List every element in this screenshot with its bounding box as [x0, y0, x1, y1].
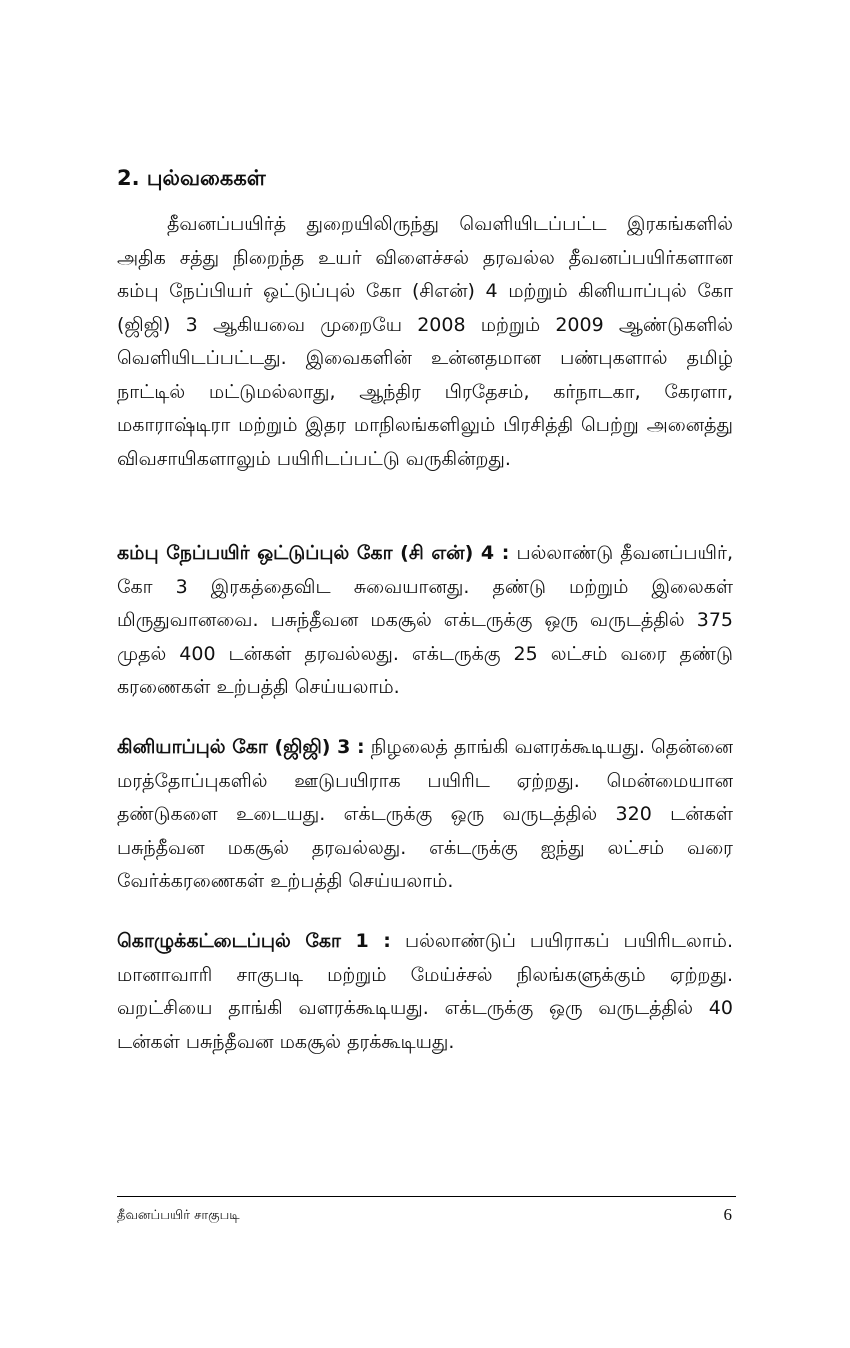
variety-description: நிழலைத் தாங்கி வளரக்கூடியது. தென்னை மரத்தோப்புகளில் ஊடுபயிராக பயிரிட ஏற்றது. மென்மையான தண்டுகளை உடையது. எக்டருக்கு ஒரு வருடத்தில் 320 டன்கள் பசுந்தீவன மகசூல் தரவல்லது. எக்டருக்கு ஐந்து லட்சம் வரை வேர்க்கரணைகள் உற்பத்தி செய்யலாம்.: [117, 736, 733, 892]
footer-book-title: தீவனப்பயிர் சாகுபடி: [117, 1208, 240, 1223]
section-heading: 2. புல்வகைகள்: [117, 166, 266, 190]
footer-divider: [117, 1196, 736, 1197]
page-number: 6: [723, 1205, 732, 1224]
variety-name: கினியாப்புல் கோ (ஜிஜி) 3 :: [117, 736, 365, 758]
variety-paragraph-guinea-grass-co-gg3: [117, 731, 733, 899]
variety-name: கொழுக்கட்டைப்புல் கோ 1 :: [117, 930, 391, 952]
intro-paragraph: [117, 208, 733, 476]
variety-name: கம்பு நேப்பயிர் ஒட்டுப்புல் கோ (சி என்) 4 :: [117, 542, 510, 564]
intro-paragraph-text: தீவனப்பயிர்த் துறையிலிருந்து வெளியிடப்பட்ட இரகங்களில் அதிக சத்து நிறைந்த உயர் விளைச்சல் தரவல்ல தீவனப்பயிர்களான கம்பு நேப்பியர் ஒட்டுப்புல் கோ (சிஎன்) 4 மற்றும் கினியாப்புல் கோ (ஜிஜி) 3 ஆகியவை முறையே 2008 மற்றும் 2009 ஆண்டுகளில் வெளியிடப்பட்டது. இவைகளின் உன்னதமான பண்புகளால் தமிழ் நாட்டில் மட்டுமல்லாது, ஆந்திர பிரதேசம், கர்நாடகா, கேரளா, மகாராஷ்டிரா மற்றும் இதர மாநிலங்களிலும் பிரசித்தி பெற்று அனைத்து விவசாயிகளாலும் பயிரிடப்பட்டு வருகின்றது.: [117, 213, 733, 470]
variety-description: பல்லாண்டுப் பயிராகப் பயிரிடலாம். மானாவாரி சாகுபடி மற்றும் மேய்ச்சல் நிலங்களுக்கும் ஏற்றது. வறட்சியை தாங்கி வளரக்கூடியது. எக்டருக்கு ஒரு வருடத்தில் 40 டன்கள் பசுந்தீவன மகசூல் தரக்கூடியது.: [117, 930, 734, 1053]
variety-paragraph-kozhukattai-grass-co1: [117, 925, 733, 1059]
variety-description: பல்லாண்டு தீவனப்பயிர், கோ 3 இரகத்தைவிட சுவையானது. தண்டு மற்றும் இலைகள் மிருதுவானவை. பசுந்தீவன மகசூல் எக்டருக்கு ஒரு வருடத்தில் 375 முதல் 400 டன்கள் தரவல்லது. எக்டருக்கு 25 லட்சம் வரை தண்டு கரணைகள் உற்பத்தி செய்யலாம்.: [117, 542, 733, 698]
variety-paragraph-napier-co-cn4: [117, 537, 733, 705]
